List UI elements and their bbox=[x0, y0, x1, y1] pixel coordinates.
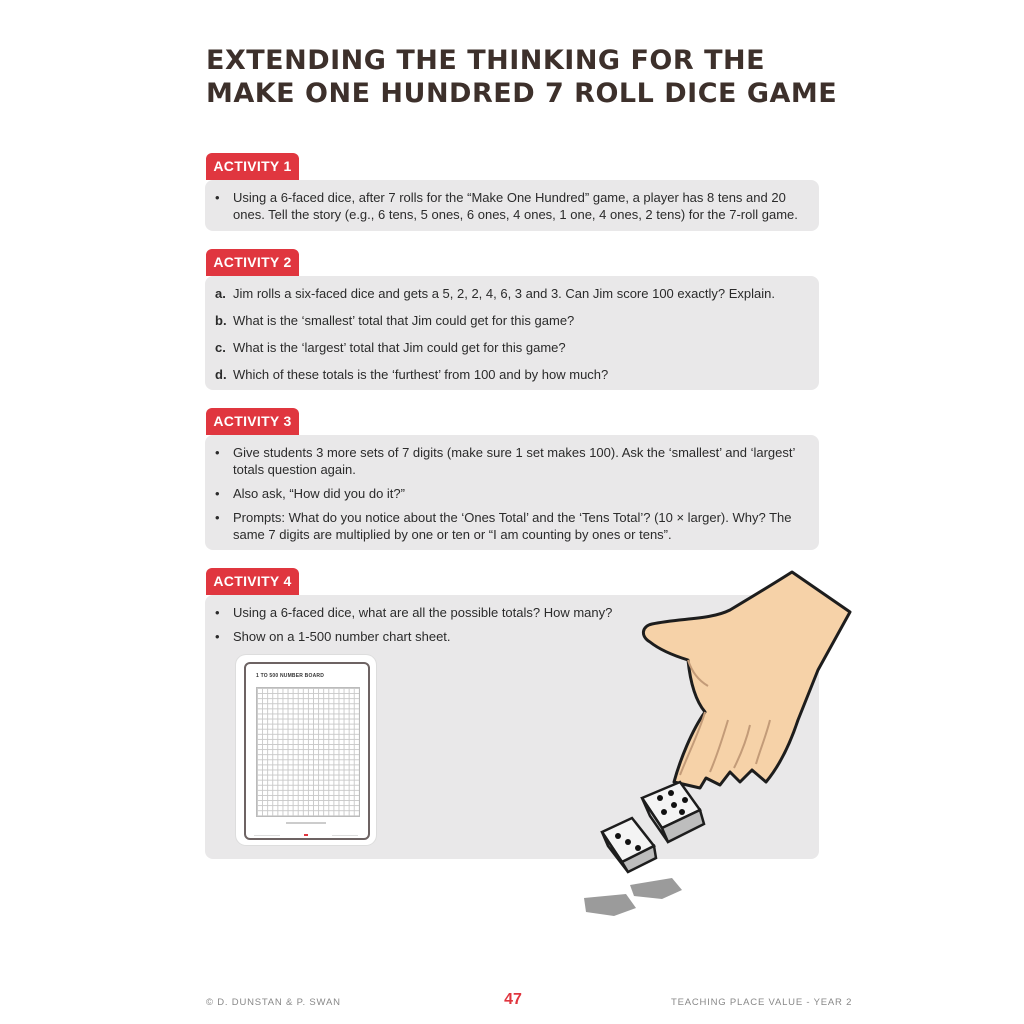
bullet-marker: • bbox=[215, 629, 220, 644]
activity-4-text-1: Using a 6-faced dice, what are all the possible totals? How many? bbox=[233, 605, 613, 620]
dice-icon bbox=[642, 782, 704, 842]
list-item bbox=[215, 339, 805, 356]
activity-3-text-2: Also ask, “How did you do it?” bbox=[233, 486, 405, 501]
shadow-shape bbox=[630, 878, 682, 899]
item-letter: c. bbox=[215, 340, 226, 355]
shadow-shape bbox=[584, 894, 636, 916]
hand-dice-illustration bbox=[570, 560, 860, 920]
footer-book-title: TEACHING PLACE VALUE - YEAR 2 bbox=[671, 997, 853, 1008]
bullet-marker: • bbox=[215, 190, 220, 205]
list-item bbox=[215, 509, 805, 543]
activity-4-tag: ACTIVITY 4 bbox=[206, 568, 299, 595]
bullet-marker: • bbox=[215, 510, 220, 525]
number-board-thumbnail bbox=[236, 655, 376, 845]
page-number: 47 bbox=[504, 991, 522, 1008]
activity-2-question-d: Which of these totals is the ‘furthest’ from 100 and by how much? bbox=[233, 367, 609, 382]
list-item bbox=[215, 366, 805, 383]
bullet-marker: • bbox=[215, 486, 220, 501]
list-item bbox=[215, 444, 805, 478]
activity-2-panel bbox=[205, 276, 819, 390]
activity-2-question-a: Jim rolls a six-faced dice and gets a 5, 2, 2, 4, 6, 3 and 3. Can Jim score 100 exactly? Explain. bbox=[233, 286, 775, 301]
footer-copyright: © D. DUNSTAN & P. SWAN bbox=[206, 997, 341, 1008]
list-item bbox=[215, 312, 805, 329]
number-board-page-mark bbox=[304, 834, 308, 836]
activity-2-tag: ACTIVITY 2 bbox=[206, 249, 299, 276]
activity-1-panel bbox=[205, 180, 819, 231]
page-title bbox=[206, 44, 846, 110]
number-board-title: 1 TO 500 NUMBER BOARD bbox=[256, 673, 325, 679]
page-title-line-1: EXTENDING THE THINKING FOR THE bbox=[206, 45, 766, 76]
item-letter: b. bbox=[215, 313, 227, 328]
number-board-grid bbox=[256, 687, 360, 817]
hand-illustration bbox=[643, 572, 850, 788]
number-board-caption-line bbox=[286, 822, 326, 824]
list-item bbox=[215, 189, 805, 223]
activity-1-text: Using a 6-faced dice, after 7 rolls for the “Make One Hundred” game, a player has 8 tens and 20 ones. Tell the story (e.g., 6 tens, 5 ones, 6 ones, 4 ones, 1 one, 4 ones, 2 tens) for the 7-roll game. bbox=[233, 190, 798, 222]
number-board-footer-line bbox=[254, 835, 280, 836]
activity-3-text-3: Prompts: What do you notice about the ‘Ones Total’ and the ‘Tens Total’? (10 × larger). Why? The same 7 digits are multiplied by one or ten or “I am counting by ones or tens”. bbox=[233, 510, 792, 542]
activity-4-text-2: Show on a 1-500 number chart sheet. bbox=[233, 629, 451, 644]
list-item bbox=[215, 485, 805, 502]
dice-icon bbox=[602, 818, 656, 872]
item-letter: d. bbox=[215, 367, 227, 382]
activity-3-text-1: Give students 3 more sets of 7 digits (make sure 1 set makes 100). Ask the ‘smallest’ and ‘largest’ totals question again. bbox=[233, 445, 795, 477]
item-letter: a. bbox=[215, 286, 226, 301]
activity-3-panel bbox=[205, 435, 819, 550]
activity-1-tag: ACTIVITY 1 bbox=[206, 153, 299, 180]
bullet-marker: • bbox=[215, 605, 220, 620]
activity-2-question-b: What is the ‘smallest’ total that Jim could get for this game? bbox=[233, 313, 575, 328]
activity-2-question-c: What is the ‘largest’ total that Jim could get for this game? bbox=[233, 340, 566, 355]
list-item bbox=[215, 285, 805, 302]
number-board-frame bbox=[244, 662, 370, 840]
activity-3-tag: ACTIVITY 3 bbox=[206, 408, 299, 435]
number-board-footer-line bbox=[332, 835, 358, 836]
page-title-line-2: MAKE ONE HUNDRED 7 ROLL DICE GAME bbox=[206, 78, 838, 109]
bullet-marker: • bbox=[215, 445, 220, 460]
